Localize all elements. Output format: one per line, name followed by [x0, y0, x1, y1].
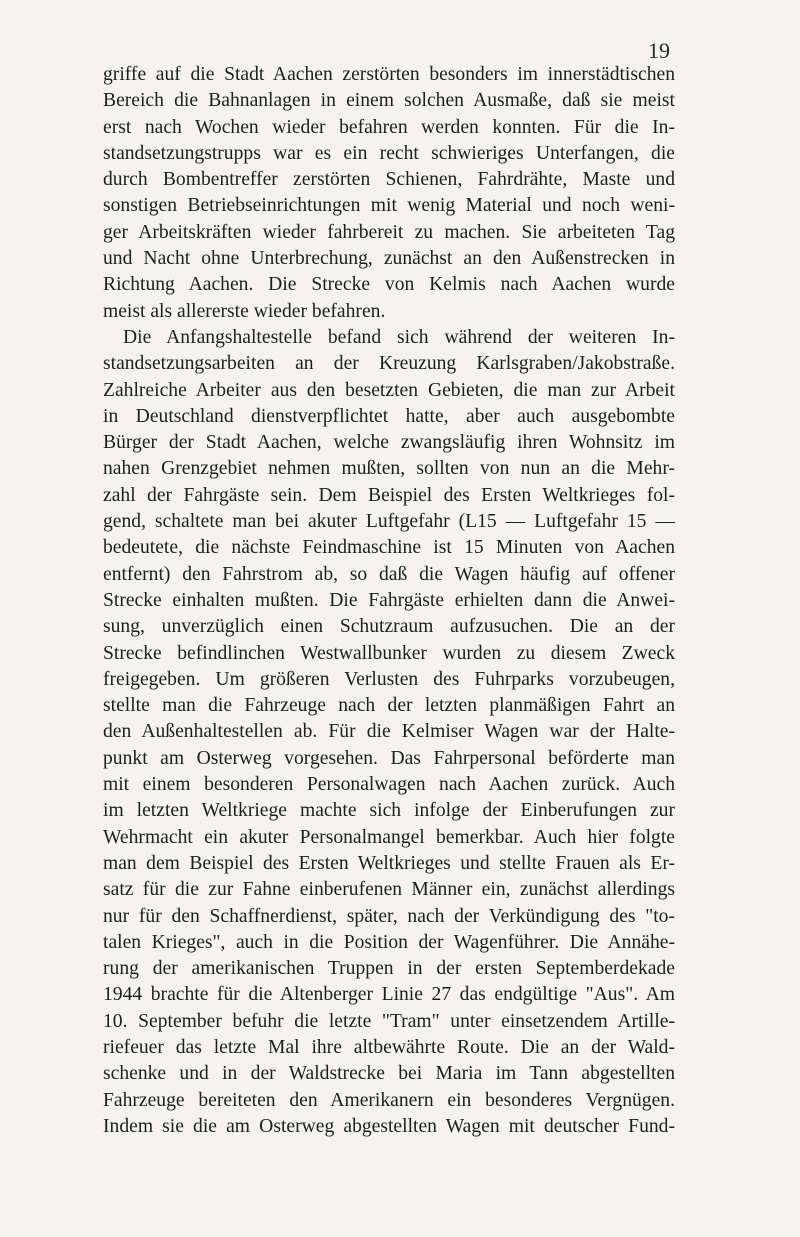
text-line: und Nacht ohne Unterbrechung, zunächst an den Außenstrecken in [103, 248, 675, 270]
text-line: punkt am Osterweg vorgesehen. Das Fahrpersonal beförderte man [103, 747, 675, 769]
text-line: freigegeben. Um größeren Verlusten des Fuhrparks vorzubeugen, [103, 668, 675, 690]
text-line: 1944 brachte für die Altenberger Linie 27 das endgültige "Aus". Am [103, 984, 675, 1006]
text-line: entfernt) den Fahrstrom ab, so daß die Wagen häufig auf offener [103, 563, 675, 585]
text-line: meist als allererste wieder befahren. [103, 300, 386, 322]
text-line: den Außenhaltestellen ab. Für die Kelmiser Wagen war der Halte- [103, 721, 675, 743]
text-line: Fahrzeuge bereiteten den Amerikanern ein besonderes Vergnügen. [103, 1089, 675, 1111]
text-line: gend, schaltete man bei akuter Luftgefahr (L15 — Luftgefahr 15 — [103, 511, 675, 533]
text-line: mit einem besonderen Personalwagen nach Aachen zurück. Auch [103, 774, 675, 796]
text-line: Die Anfangshaltestelle befand sich während der weiteren In- [123, 326, 675, 348]
text-line: Zahlreiche Arbeiter aus den besetzten Gebieten, die man zur Arbeit [103, 379, 675, 401]
text-line: satz für die zur Fahne einberufenen Männer ein, zunächst allerdings [103, 879, 675, 901]
text-line: talen Krieges", auch in die Position der Wagenführer. Die Annähe- [103, 931, 675, 953]
text-line: Bereich die Bahnanlagen in einem solchen Ausmaße, daß sie meist [103, 90, 675, 112]
page-number: 19 [648, 38, 670, 63]
text-line: sung, unverzüglich einen Schutzraum aufzusuchen. Die an der [103, 616, 675, 638]
text-line: Bürger der Stadt Aachen, welche zwangsläufig ihren Wohnsitz im [103, 432, 675, 454]
body-text [103, 62, 675, 1140]
text-line: nur für den Schaffnerdienst, später, nach der Verkündigung des "to- [103, 905, 675, 927]
text-line: ger Arbeitskräften wieder fahrbereit zu machen. Sie arbeiteten Tag [103, 221, 675, 243]
text-line: griffe auf die Stadt Aachen zerstörten besonders im innerstädtischen [103, 64, 675, 85]
text-line: durch Bombentreffer zerstörten Schienen, Fahrdrähte, Maste und [103, 169, 675, 191]
text-line: schenke und in der Waldstrecke bei Maria im Tann abgestellten [103, 1063, 675, 1085]
text-line: stellte man die Fahrzeuge nach der letzten planmäßigen Fahrt an [103, 695, 675, 717]
text-line: in Deutschland dienstverpflichtet hatte, aber auch ausgebombte [103, 405, 675, 427]
text-line: Strecke befindlinchen Westwallbunker wurden zu diesem Zweck [103, 642, 675, 664]
text-line: standsetzungsarbeiten an der Kreuzung Karlsgraben/Jakobstraße. [103, 353, 675, 375]
text-line: Strecke einhalten mußten. Die Fahrgäste erhielten dann die Anwei- [103, 589, 675, 611]
text-line: Indem sie die am Osterweg abgestellten Wagen mit deutscher Fund- [103, 1115, 675, 1137]
text-line: rung der amerikanischen Truppen in der ersten Septemberdekade [103, 958, 675, 980]
text-line: Wehrmacht ein akuter Personalmangel bemerkbar. Auch hier folgte [103, 826, 675, 848]
text-line: im letzten Weltkriege machte sich infolge der Einberufungen zur [103, 800, 675, 822]
text-line: erst nach Wochen wieder befahren werden konnten. Für die In- [103, 116, 675, 138]
text-line: Richtung Aachen. Die Strecke von Kelmis nach Aachen wurde [103, 274, 675, 296]
text-line: man dem Beispiel des Ersten Weltkrieges und stellte Frauen als Er- [103, 852, 675, 874]
text-line: standsetzungstrupps war es ein recht schwieriges Unterfangen, die [103, 142, 675, 164]
text-line: bedeutete, die nächste Feindmaschine ist 15 Minuten von Aachen [103, 537, 675, 559]
text-line: nahen Grenzgebiet nehmen mußten, sollten von nun an die Mehr- [103, 458, 675, 480]
text-line: zahl der Fahrgäste sein. Dem Beispiel des Ersten Weltkrieges fol- [103, 484, 675, 506]
text-line: sonstigen Betriebseinrichtungen mit wenig Material und noch weni- [103, 195, 675, 217]
text-line: 10. September befuhr die letzte "Tram" unter einsetzendem Artille- [103, 1010, 675, 1032]
text-line: riefeuer das letzte Mal ihre altbewährte Route. Die an der Wald- [103, 1036, 675, 1058]
